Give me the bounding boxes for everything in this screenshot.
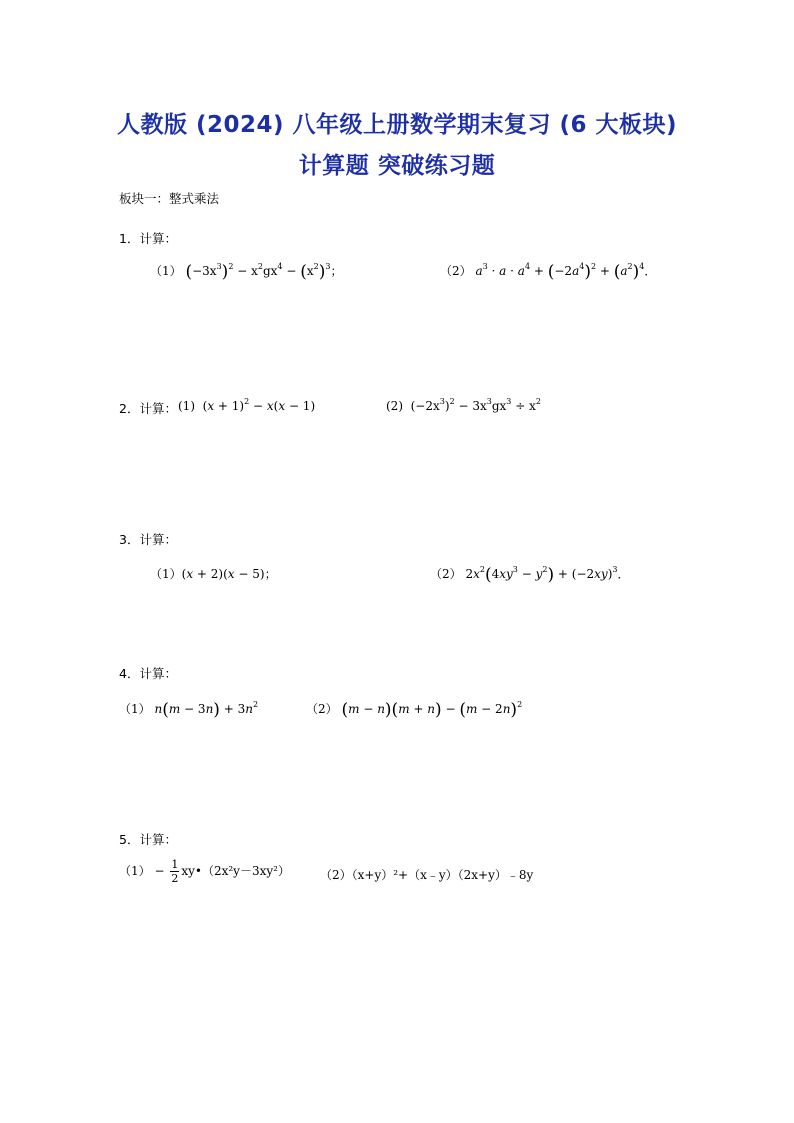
q3-part2: （2） $2x^2(4xy^3 - y^2) + (-2xy)^3$．: [430, 565, 630, 585]
q5-part1-label: （1）: [119, 864, 151, 878]
q1-part2-label: （2）: [440, 264, 472, 278]
q1-part2: （2） $a^3 \cdot a \cdot a^4 + (-2a^4)^2 + (a^2)^4$．: [440, 262, 657, 282]
q5-label: 5．计算：: [119, 832, 177, 847]
q4-part1: （1） $n(m - 3n) + 3n^2$: [119, 700, 259, 720]
q2-part1-label: (1): [178, 399, 195, 413]
q5-part2: （2）（x+y）²+（x﹣y）（2x+y）﹣8y: [320, 868, 534, 882]
q5-part1-rest: xy•（2x²y－3xy²）: [181, 864, 290, 878]
q1-part1-label: （1）: [150, 264, 182, 278]
q2-part2-label: (2): [386, 399, 403, 413]
q3-part1-tail: ；: [264, 567, 277, 581]
q5-fraction: $\frac{1}{2}$: [171, 858, 179, 885]
q3-part2-label: （2）: [430, 567, 462, 581]
title-line-2: 计算题 突破练习题: [298, 153, 496, 179]
q3-label: 3．计算：: [119, 532, 177, 547]
title-line-1: 人教版 (2024) 八年级上册数学期末复习 (6 大板块): [116, 112, 678, 138]
q4-part1-label: （1）: [119, 702, 151, 716]
q3-part1: （1）(x + 2)(x − 5)；: [150, 567, 277, 581]
q3-part1-label: （1）: [150, 567, 182, 581]
q2-part2: (2) $(-2x^3)^2 - 3x^3gx^3 \div x^2$: [386, 397, 541, 413]
q4-label: 4．计算：: [119, 666, 177, 681]
q4-part2-label: （2）: [306, 702, 338, 716]
q5-part1: （1） − $\frac{1}{2}$ xy•（2x²y－3xy²）: [119, 858, 290, 885]
section-heading: 板块一：整式乘法: [119, 191, 220, 206]
q2-label: 2．计算：: [119, 401, 177, 416]
q2-part1: (1) $(x + 1)^2 - x(x - 1)$: [178, 397, 316, 413]
q1-part1: （1） $(-3x^3)^2 - x^2gx^4 - (x^2)^3$；: [150, 262, 343, 282]
q1-label: 1．计算：: [119, 231, 177, 246]
q4-part2: （2） $(m - n)(m + n) - (m - 2n)^2$: [306, 700, 523, 720]
